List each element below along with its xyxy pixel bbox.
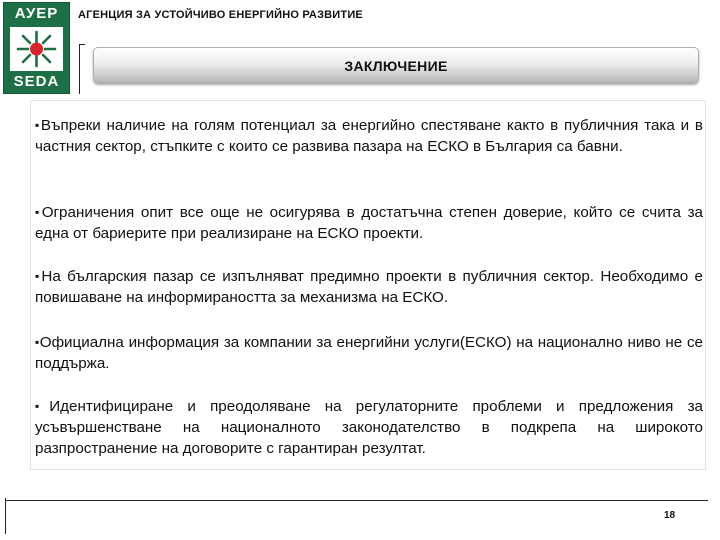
bullet-text: Идентифициране и преодоляване на регулаторните проблеми и предложения за усъвършенстване на националното законодателство в подкрепа на широкото разпространение на договорите с гарантиран резултат. <box>35 398 703 457</box>
logo-bottom-text: SEDA <box>13 73 60 90</box>
bullet-mark: ▪ <box>35 399 50 413</box>
bullet-text: Ограничения опит все още не осигурява в достатъчна степен доверие, който се счита за една от бариерите при реализиране на ЕСКО проекти. <box>35 204 703 242</box>
bullet-text: Въпреки наличие на голям потенциал за енергийно спестяване както в публичния така и в частния сектор, стъпките с които се развива пазара на ЕСКО в България са бавни. <box>35 117 704 155</box>
bullet-item <box>35 266 703 308</box>
bullet-item <box>35 202 703 244</box>
logo-top-text: АУЕР <box>14 5 59 22</box>
bullet-mark: ▪ <box>35 205 42 219</box>
bullet-mark: ▪ <box>35 269 42 283</box>
logo-emblem <box>10 27 63 71</box>
agency-title: АГЕНЦИЯ ЗА УСТОЙЧИВО ЕНЕРГИЙНО РАЗВИТИЕ <box>78 9 363 21</box>
bullet-text: Официална информация за компании за енергийни услуги(ЕСКО) на национално ниво не се поддържа. <box>35 334 703 372</box>
seda-logo <box>3 2 70 94</box>
logo-emblem-icon <box>10 27 63 71</box>
slide-title: ЗАКЛЮЧЕНИЕ <box>344 58 448 74</box>
bullet-item <box>35 332 703 374</box>
bullet-mark: ▪ <box>35 118 41 132</box>
bullet-item <box>35 115 703 157</box>
frame-line-top-right <box>79 44 85 45</box>
bullet-mark: ▪ <box>35 335 40 349</box>
frame-line-left-upper <box>79 44 80 94</box>
bullet-text: На българския пазар се изпълняват предимно проекти в публичния сектор. Необходимо е повишаване на информираността за механизма на ЕСКО. <box>35 268 703 306</box>
frame-line-bottom <box>5 500 708 501</box>
slide-title-bar <box>93 47 699 83</box>
bullet-item <box>35 396 703 459</box>
frame-line-left-lower <box>5 498 6 534</box>
page-number: 18 <box>664 510 676 521</box>
